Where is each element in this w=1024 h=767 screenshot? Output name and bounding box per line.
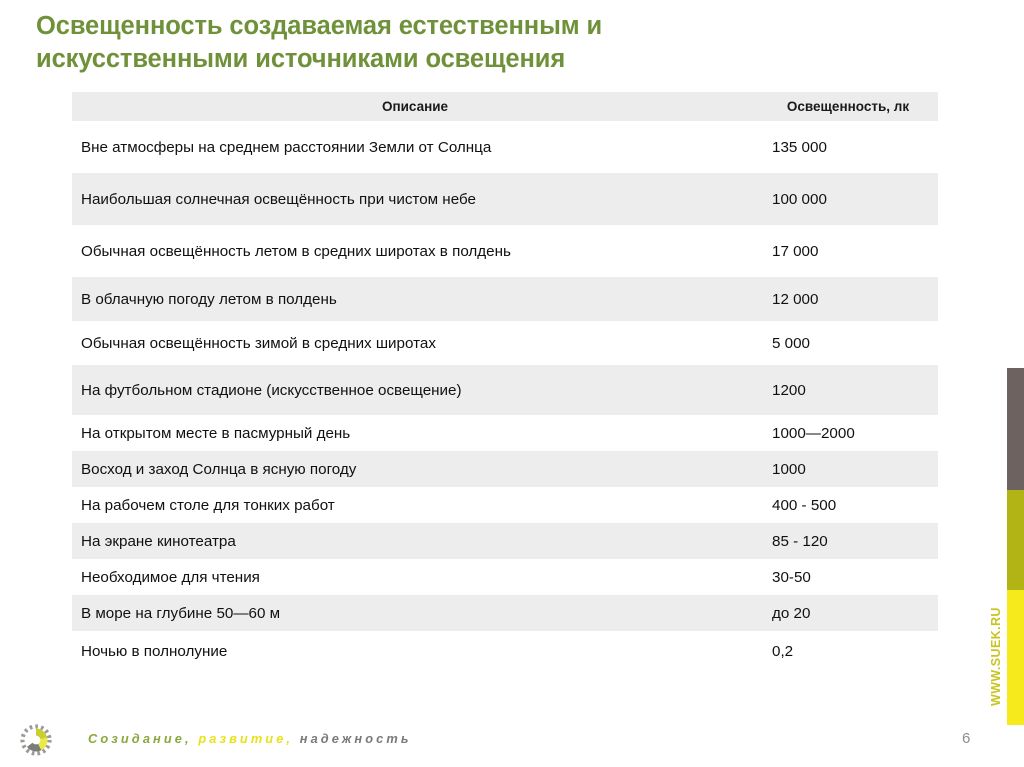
cell-description: Вне атмосферы на среднем расстоянии Земли от Солнца xyxy=(72,121,758,173)
cell-value: 400 - 500 xyxy=(758,487,938,523)
table-body xyxy=(72,121,938,671)
edge-accent-bar-olive xyxy=(1007,490,1024,590)
cell-description: В облачную погоду летом в полдень xyxy=(72,277,758,321)
table-row xyxy=(72,277,938,321)
cell-value: 1000 xyxy=(758,451,938,487)
table-row xyxy=(72,225,938,277)
cell-value: до 20 xyxy=(758,595,938,631)
cell-value: 5 000 xyxy=(758,321,938,365)
tagline-word-1: Созидание, xyxy=(88,731,192,746)
cell-value: 135 000 xyxy=(758,121,938,173)
table-row xyxy=(72,631,938,671)
table-row xyxy=(72,415,938,451)
page-title-line-2: искусственными источниками освещения xyxy=(36,45,566,73)
footer-tagline xyxy=(88,731,412,746)
column-header-description: Описание xyxy=(72,92,758,121)
cell-description: Ночью в полнолуние xyxy=(72,631,758,671)
page-title-line-1: Освещенность создаваемая естественным и xyxy=(36,12,603,40)
cell-description: Обычная освещённость летом в средних широтах в полдень xyxy=(72,225,758,277)
cell-description: На футбольном стадионе (искусственное освещение) xyxy=(72,365,758,415)
cell-description: На рабочем столе для тонких работ xyxy=(72,487,758,523)
cell-description: Восход и заход Солнца в ясную погоду xyxy=(72,451,758,487)
edge-accent-bar-gray xyxy=(1007,368,1024,490)
cell-value: 30-50 xyxy=(758,559,938,595)
cell-description: Обычная освещённость зимой в средних широтах xyxy=(72,321,758,365)
table-row xyxy=(72,595,938,631)
cell-description: В море на глубине 50—60 м xyxy=(72,595,758,631)
table-header xyxy=(72,92,938,121)
cell-value: 85 - 120 xyxy=(758,523,938,559)
cell-value: 17 000 xyxy=(758,225,938,277)
cell-value: 1200 xyxy=(758,365,938,415)
illuminance-table xyxy=(72,92,938,671)
cell-value: 0,2 xyxy=(758,631,938,671)
cell-value: 12 000 xyxy=(758,277,938,321)
table-row xyxy=(72,121,938,173)
company-logo xyxy=(19,723,53,757)
cell-value: 1000—2000 xyxy=(758,415,938,451)
table-row xyxy=(72,487,938,523)
table-row xyxy=(72,451,938,487)
column-header-value: Освещенность, лк xyxy=(758,92,938,121)
table-row xyxy=(72,173,938,225)
table-header-row xyxy=(72,92,938,121)
cell-description: На открытом месте в пасмурный день xyxy=(72,415,758,451)
table-row xyxy=(72,321,938,365)
page-title xyxy=(36,10,796,76)
page-number: 6 xyxy=(962,730,971,747)
tagline-word-3: надежность xyxy=(299,731,412,746)
table-row xyxy=(72,523,938,559)
cell-description: Наибольшая солнечная освещённость при чистом небе xyxy=(72,173,758,225)
edge-accent-bar-yellow xyxy=(1007,590,1024,725)
site-url-label: WWW.SUEK.RU xyxy=(989,607,1003,707)
tagline-word-2: развитие, xyxy=(198,731,294,746)
cell-description: Необходимое для чтения xyxy=(72,559,758,595)
table-row xyxy=(72,365,938,415)
table-row xyxy=(72,559,938,595)
cell-value: 100 000 xyxy=(758,173,938,225)
cell-description: На экране кинотеатра xyxy=(72,523,758,559)
